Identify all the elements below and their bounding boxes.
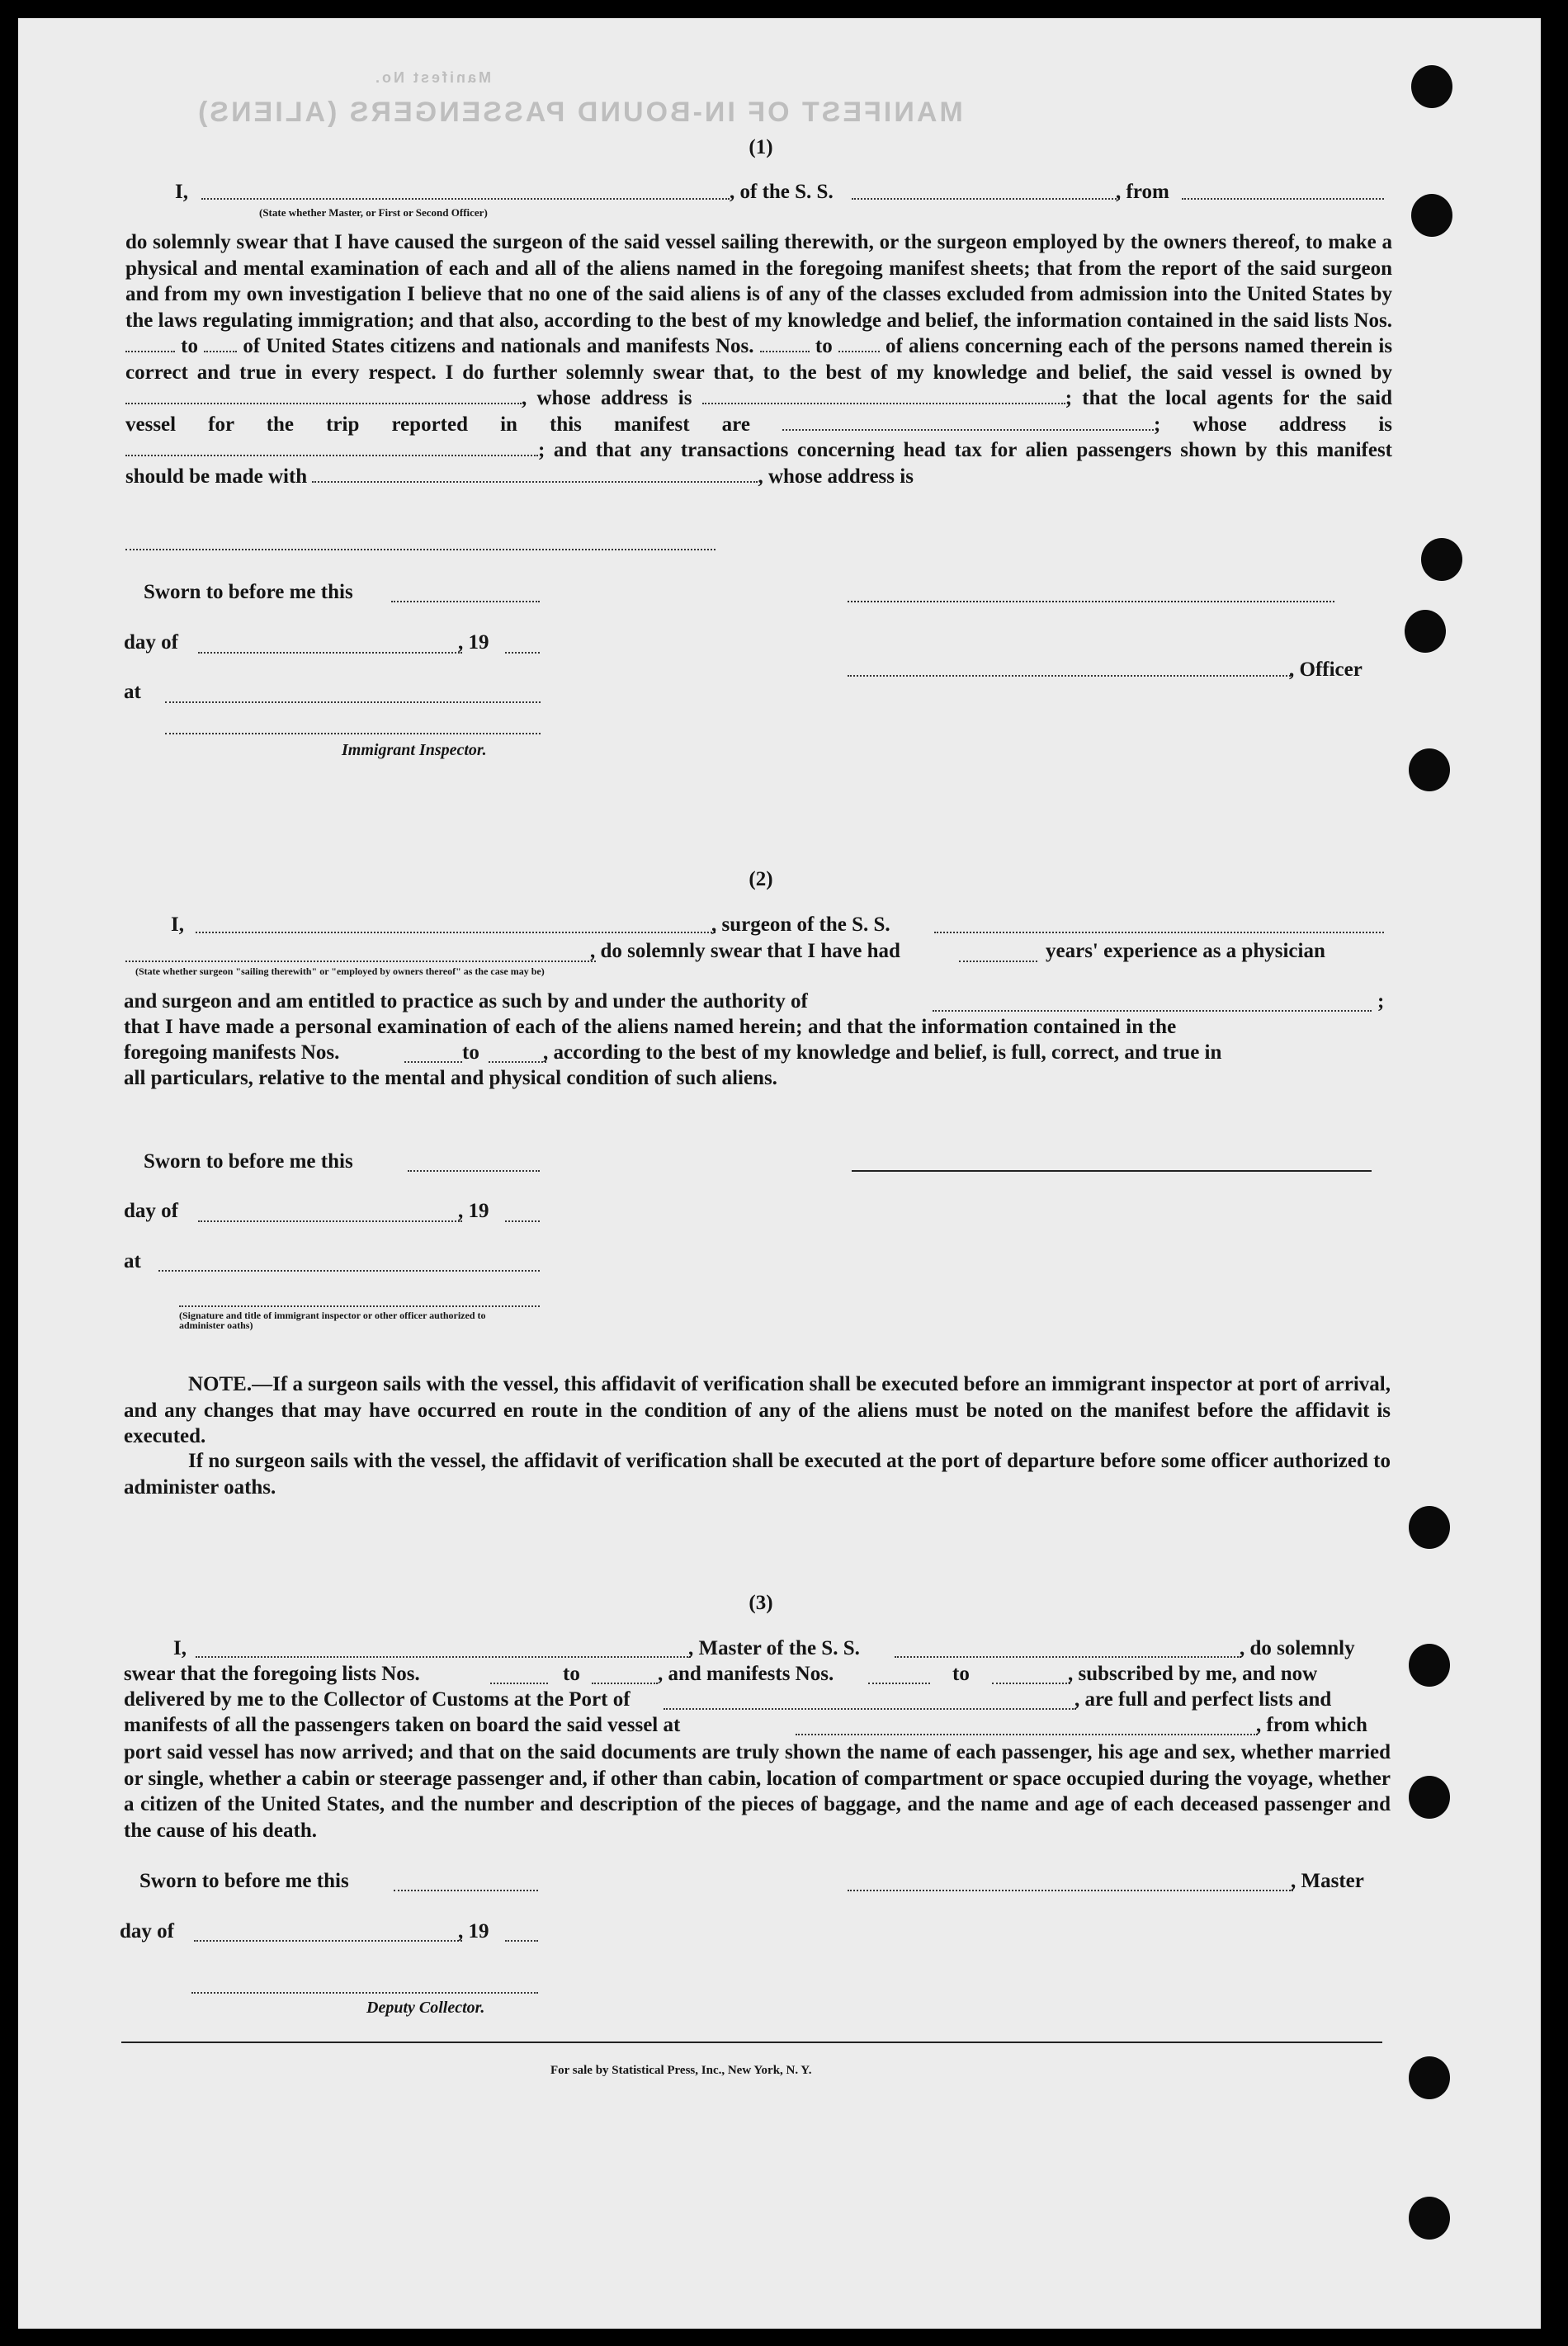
punch-hole — [1411, 194, 1452, 237]
s2-manifests-from-field[interactable] — [404, 1061, 462, 1063]
s3-l2a: swear that the foregoing lists Nos. — [124, 1663, 420, 1685]
s3-l2b: to — [563, 1663, 580, 1685]
s1-whose-address3: , whose address is — [758, 465, 914, 488]
s3-l3a: delivered by me to the Collector of Customs at the Port of — [124, 1688, 631, 1711]
s2-vessel-field[interactable] — [934, 932, 1384, 933]
s3-port-field[interactable] — [664, 1708, 1076, 1710]
s2-at-field[interactable] — [158, 1270, 540, 1272]
s3-sworn-field[interactable] — [394, 1890, 538, 1891]
s2-at-label: at — [124, 1250, 141, 1272]
s1-manifests-from-field[interactable] — [760, 347, 810, 352]
s3-master-label: , Master — [1291, 1870, 1364, 1892]
s2-sworn-field[interactable] — [408, 1170, 540, 1172]
s1-officer-label: , Officer — [1289, 658, 1363, 681]
s1-i-label: I, — [175, 181, 188, 203]
s1-officer-line[interactable] — [848, 675, 1293, 677]
s3-l4a: manifests of all the passengers taken on board the said vessel at — [124, 1714, 681, 1736]
punch-hole — [1409, 2056, 1450, 2099]
s3-year-field[interactable] — [505, 1940, 538, 1942]
s3-l2e: , subscribed by me, and now — [1068, 1663, 1318, 1685]
s2-authority-field[interactable] — [933, 1010, 1372, 1012]
s2-line5a: foregoing manifests Nos. — [124, 1041, 340, 1064]
s1-from-field[interactable] — [1182, 198, 1384, 200]
s1-of-aliens: of aliens concerning each of the persons named therein is correct and true in every respect. I do further solemnly swear that, to the best of my knowledge and belief, the said vessel is owned by — [125, 335, 1393, 384]
s1-nineteen: , 19 — [458, 631, 489, 654]
s3-master-line[interactable] — [848, 1890, 1293, 1891]
s2-sworn-label: Sworn to before me this — [144, 1150, 353, 1173]
s1-head-tax: ; and that any transactions concerning head tax for alien passengers shown by this manifest should be made with — [125, 439, 1392, 488]
s3-manifests-to-field[interactable] — [992, 1683, 1070, 1684]
s1-officer-note: (State whether Master, or First or Second Officer) — [259, 206, 488, 219]
s2-line5b: to — [462, 1041, 479, 1064]
s3-l4b: , from which — [1256, 1714, 1367, 1736]
s3-collector-line[interactable] — [191, 1992, 538, 1994]
s2-name-field[interactable] — [196, 932, 716, 933]
s2-surgeon-of: , surgeon of the S. S. — [711, 913, 890, 936]
s3-name-field[interactable] — [196, 1656, 691, 1658]
s2-line4: that I have made a personal examination of each of the aliens named herein; and that the information contained in the — [124, 1016, 1177, 1038]
s1-manifests-to-field[interactable] — [838, 347, 880, 352]
s1-name-field[interactable] — [201, 198, 730, 200]
s3-master-of: , Master of the S. S. — [688, 1637, 860, 1659]
s1-final-address-field[interactable] — [125, 549, 716, 550]
punch-hole — [1409, 1776, 1450, 1819]
s1-head-tax-field[interactable] — [312, 478, 758, 483]
punch-hole — [1409, 2197, 1450, 2240]
s2-day-of-field[interactable] — [198, 1220, 462, 1222]
s1-to1: to — [181, 335, 198, 357]
document-page — [18, 18, 1541, 2329]
s1-year-field[interactable] — [505, 652, 540, 654]
s1-lists-from-field[interactable] — [125, 347, 175, 352]
s1-of-ss-label: , of the S. S. — [730, 181, 834, 203]
s1-vessel-field[interactable] — [852, 198, 1120, 200]
s2-semicolon: ; — [1377, 990, 1385, 1013]
footer-printer: For sale by Statistical Press, Inc., New York, N. Y. — [550, 2064, 812, 2077]
s1-to2: to — [815, 335, 833, 357]
bleed-through-title: MANIFEST OF IN-BOUND PASSENGERS (ALIENS) — [196, 97, 963, 128]
s2-note-paragraph — [124, 1371, 1391, 1450]
s3-manifests-from-field[interactable] — [868, 1683, 930, 1684]
punch-hole — [1409, 1644, 1450, 1687]
s3-day-of-label: day of — [120, 1920, 174, 1942]
s3-l2d: to — [952, 1663, 970, 1685]
s1-sworn-field[interactable] — [391, 601, 540, 602]
s2-i-label: I, — [171, 913, 184, 936]
s1-at-field[interactable] — [165, 701, 541, 703]
s2-manifests-to-field[interactable] — [489, 1061, 546, 1063]
s3-collector-label: Deputy Collector. — [366, 1999, 485, 2017]
s2-sig-note: (Signature and title of immigrant inspector or other officer authorized to administer oaths) — [179, 1310, 486, 1331]
s3-day-of-field[interactable] — [194, 1940, 462, 1942]
s3-sworn-label: Sworn to before me this — [139, 1870, 349, 1892]
s1-day-of-label: day of — [124, 631, 178, 654]
s2-note1: —If a surgeon sails with the vessel, this affidavit of verification shall be executed before an immigrant inspector at port of arrival, and any changes that may have occurred en route in the condition of any of the aliens must be noted on the manifest before the affidavit is executed. — [124, 1373, 1391, 1447]
s2-day-of-label: day of — [124, 1200, 178, 1222]
s3-l3b: , are full and perfect lists and — [1074, 1688, 1332, 1711]
s2-note2-paragraph — [124, 1448, 1391, 1500]
s2-note2: If no surgeon sails with the vessel, the affidavit of verification shall be executed at the port of departure before some officer authorized to administer oaths. — [124, 1450, 1391, 1499]
s2-line6: all particulars, relative to the mental and physical condition of such aliens. — [124, 1067, 777, 1089]
footer-rule — [121, 2042, 1382, 2043]
s2-year-field[interactable] — [505, 1220, 540, 1222]
s1-owner-address-field[interactable] — [702, 399, 1065, 404]
section-1-number: (1) — [749, 136, 773, 158]
s2-surgeon-note: (State whether surgeon "sailing therewith" or "employed by owners thereof" as the case may be) — [135, 965, 545, 977]
section-3-number: (3) — [749, 1592, 773, 1614]
s1-of-us: of United States citizens and nationals and manifests Nos. — [243, 335, 754, 357]
s1-whose-address2: whose address is — [1193, 413, 1393, 436]
s2-surgeon-type-field[interactable] — [125, 961, 596, 962]
s2-solemnly: , do solemnly swear that I have had — [590, 940, 900, 962]
s1-inspector-label: Immigrant Inspector. — [342, 741, 487, 759]
punch-hole — [1405, 610, 1446, 653]
punch-hole — [1421, 538, 1462, 581]
punch-hole — [1411, 65, 1452, 108]
s2-line5c: , according to the best of my knowledge and belief, is full, correct, and true in — [543, 1041, 1222, 1064]
s3-lists-to-field[interactable] — [592, 1683, 658, 1684]
s2-years-field[interactable] — [959, 961, 1037, 962]
s1-from-label: , from — [1116, 181, 1169, 203]
s1-inspector-line[interactable] — [165, 733, 541, 734]
s3-nineteen: , 19 — [458, 1920, 489, 1942]
s1-agents-address-field[interactable] — [125, 451, 538, 456]
s2-signature-line[interactable] — [852, 1170, 1372, 1172]
punch-hole — [1409, 748, 1450, 791]
s2-years: years' experience as a physician — [1046, 940, 1325, 962]
s1-owner-field[interactable] — [125, 399, 522, 404]
s3-vessel-field[interactable] — [895, 1656, 1241, 1658]
punch-hole — [1409, 1506, 1450, 1549]
s1-paragraph: do solemnly swear that I have caused the surgeon of the said vessel sailing therewith, or the surgeon employed by the owners thereof, to make a physical and mental examination of each and all of the aliens named in the foregoing manifest sheets; that from the report of the said surgeon and from my own investigation I believe that no one of the said aliens is of any of the classes excluded from admission into the United States by the laws regulating immigration; and that also, according to the best of my knowledge and belief, the information contained in the said lists Nos. to of United States citizens and nationals and manifests Nos. to of aliens concerning each of the persons named therein is correct and true in every respect. I do further solemnly swear that, to the best of my knowledge and belief, the said vessel is owned by , whose address is ; that the local agents for the said vessel for the trip reported in this manifest are ; whose address is ; and that any transactions concerning head tax for alien passengers shown by this manifest should be made with , whose address is — [125, 231, 1393, 488]
s3-lists-from-field[interactable] — [490, 1683, 548, 1684]
s3-departure-port-field[interactable] — [796, 1734, 1258, 1735]
s2-nineteen: , 19 — [458, 1200, 489, 1222]
s1-day-of-field[interactable] — [198, 652, 462, 654]
s3-l2c: , and manifests Nos. — [658, 1663, 834, 1685]
s1-lists-to-field[interactable] — [204, 347, 237, 352]
s2-note-label: NOTE. — [188, 1373, 253, 1395]
s3-i-label: I, — [173, 1637, 187, 1659]
section-2-number: (2) — [749, 868, 773, 890]
s3-do-solemnly: , do solemnly — [1240, 1637, 1355, 1659]
s2-signature-inspector-line[interactable] — [179, 1305, 540, 1307]
s2-line3: and surgeon and am entitled to practice as such by and under the authority of — [124, 990, 808, 1013]
bleed-through-manifest-no: Manifest No. — [373, 69, 492, 86]
s1-local-agents: that the local agents for the said vessel for the trip reported in this manifest are — [125, 387, 1393, 436]
s1-whose-address: , whose address is — [522, 387, 692, 409]
s1-signature-line[interactable] — [848, 601, 1334, 602]
s1-para-text: do solemnly swear that I have caused the surgeon of the said vessel sailing therewith, or the surgeon employed by the owners thereof, to make a physical and mental examination of each and all of the aliens named in the foregoing manifest sheets; that from the report of the said surgeon and from my own investigation I believe that no one of the said aliens is of any of the classes excluded from admission into the United States by the laws regulating immigration; and that also, according to the best of my knowledge and belief, the information contained in the said lists Nos. — [125, 231, 1392, 332]
s1-sworn-label: Sworn to before me this — [144, 581, 353, 603]
s1-at-label: at — [124, 681, 141, 703]
s1-agents-field[interactable] — [782, 426, 1154, 431]
s3-body: port said vessel has now arrived; and that on the said documents are truly shown the name of each passenger, his age and sex, whether married or single, whether a cabin or steerage passenger and, if other than cabin, location of compartment or space occupied during the voyage, whether a citizen of the United States, and the number and description of the pieces of baggage, and the name and age of each deceased passenger and the cause of his death. — [124, 1741, 1391, 1842]
